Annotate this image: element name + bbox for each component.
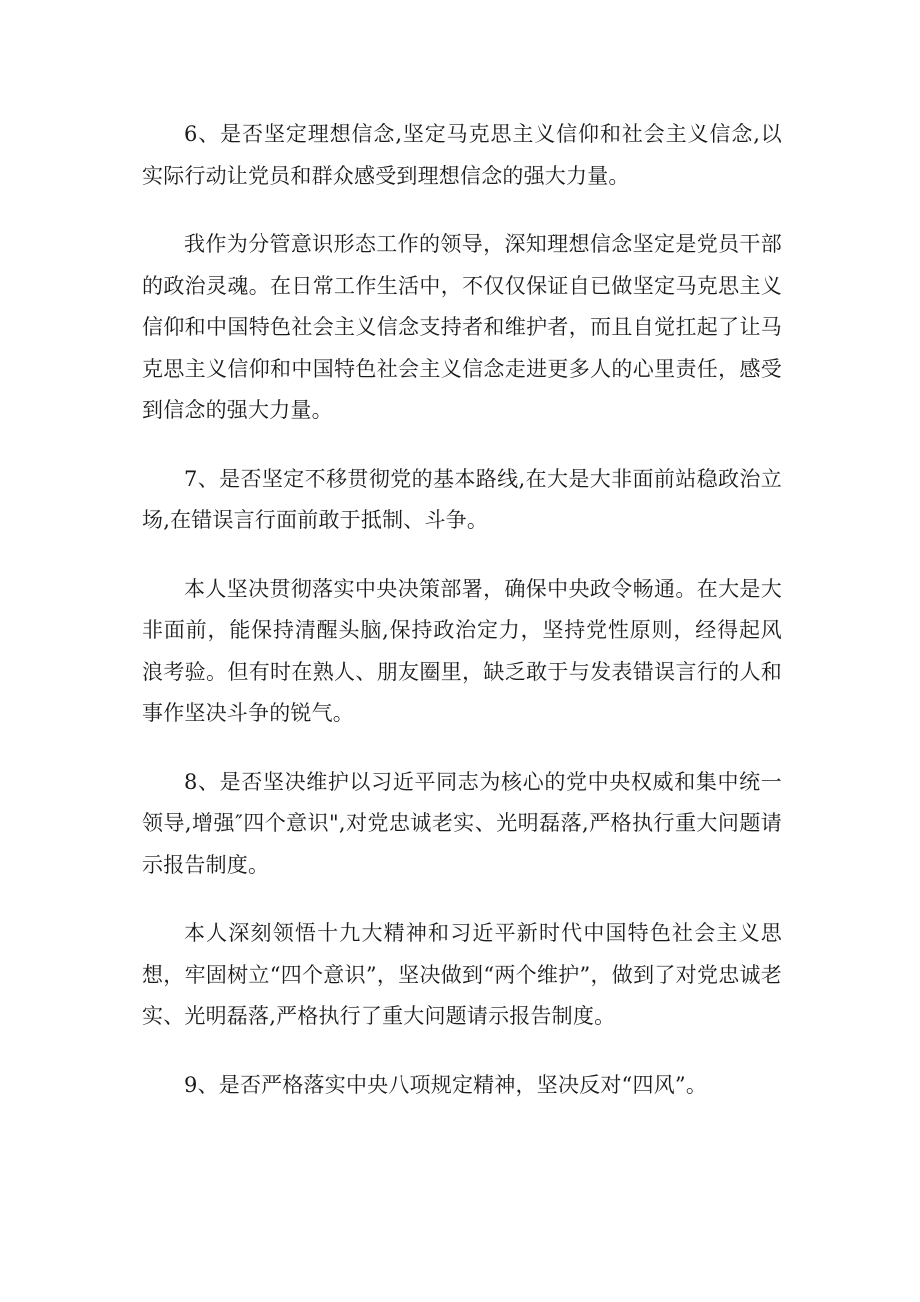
answer-7: 本人坚决贯彻落实中央决策部署，确保中央政令畅通。在大是大非面前，能保持清醒头脑,保持政治定力，坚持党性原则，经得起风浪考验。但有时在熟人、朋友圈里，缺乏敢于与发表错误言行的人和事作坚决斗争的锐气。: [142, 576, 782, 725]
question-9: 9、是否严格落实中央八项规定精神，坚决反对“四风”。: [184, 1072, 708, 1097]
question-8: 8、是否坚决维护以习近平同志为核心的党中央权威和集中统一领导,增强″四个意识",对党忠诚老实、光明磊落,严格执行重大问题请示报告制度。: [142, 769, 782, 877]
question-6: 6、是否坚定理想信念,坚定马克思主义信仰和社会主义信念,以实际行动让党员和群众感受到理想信念的强大力量。: [142, 122, 782, 188]
answer-6: 我作为分管意识形态工作的领导，深知理想信念坚定是党员干部的政治灵魂。在日常工作生活中，不仅仅保证自已做坚定马克思主义信仰和中国特色社会主义信念支持者和维护者，而且自觉扛起了让马克思主义信仰和中国特色社会主义信念走进更多人的心里责任，感受到信念的强大力量。: [142, 232, 782, 422]
document-body: [142, 114, 782, 1133]
answer-8: 本人深刻领悟十九大精神和习近平新时代中国特色社会主义思想，牢固树立“四个意识”，坚决做到“两个维护”，做到了对党忠诚老实、光明磊落,严格执行了重大问题请示报告制度。: [142, 921, 782, 1028]
question-7: 7、是否坚定不移贯彻党的基本路线,在大是大非面前站稳政治立场,在错误言行面前敢于抵制、斗争。: [142, 466, 782, 532]
